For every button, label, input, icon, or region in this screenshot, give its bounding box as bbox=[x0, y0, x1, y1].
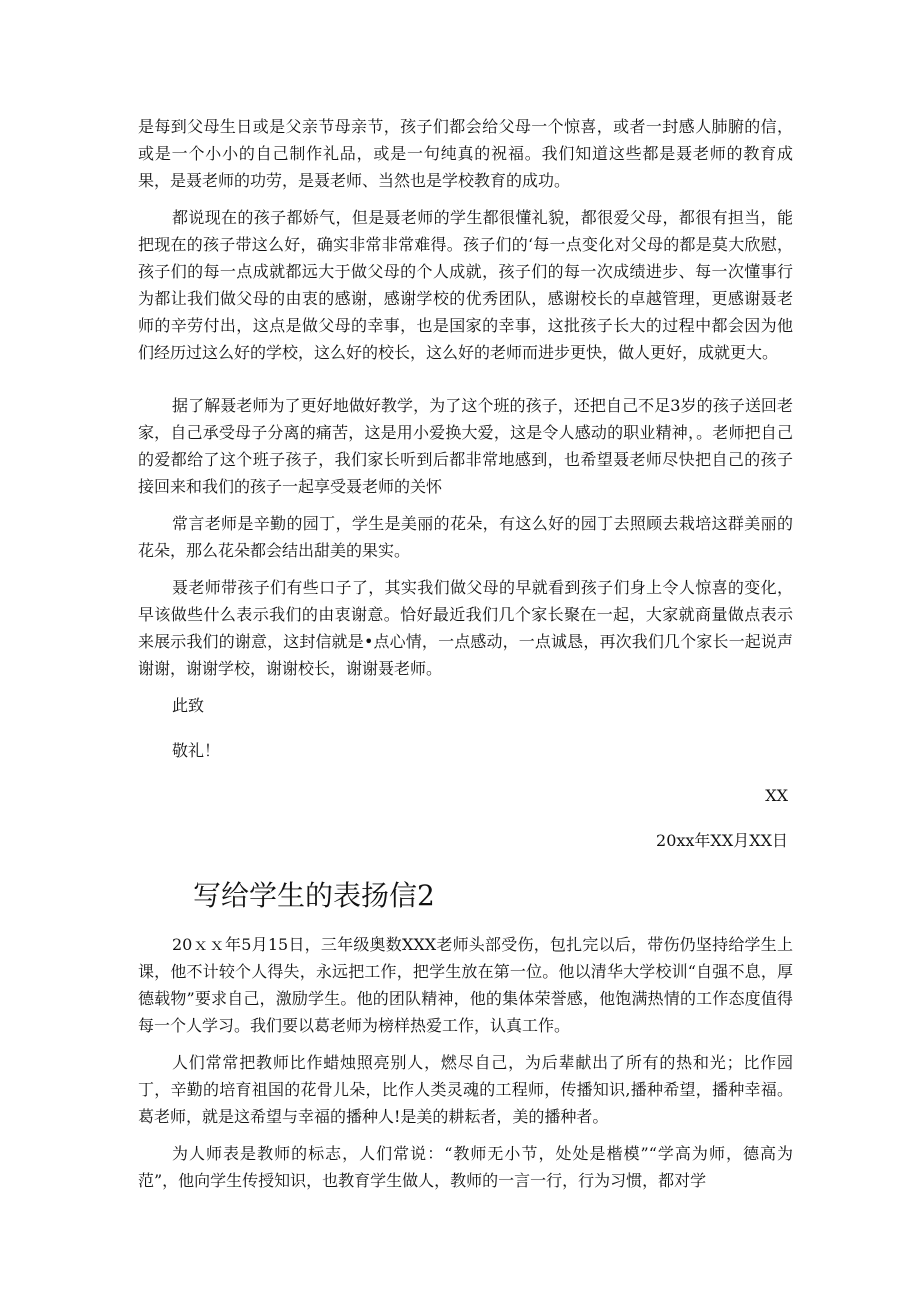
letter1-paragraph-2: 据了解聂老师为了更好地做好教学，为了这个班的孩子，还把自己不足3岁的孩子送回老家，自己承受母子分离的痛苦，这是用小爱换大爱，这是令人感动的职业精神，。老师把自己的爱都给了这个班子孩子，我们家长听到后都非常地感到，也希望聂老师尽快把自己的孩子接回来和我们的孩子一起享受聂老师的关怀 bbox=[138, 396, 793, 496]
closing-salutation: 此致 bbox=[172, 696, 205, 715]
signature: XX bbox=[765, 786, 788, 805]
letter2-paragraph-2: 为人师表是教师的标志，人们常说：“教师无小节，处处是楷模”“学高为师，德高为范”，他向学生传授知识，也教育学生做人，教师的一言一行，行为习惯，都对学 bbox=[138, 1144, 793, 1190]
letter1-paragraph-4: 聂老师带孩子们有些口子了，其实我们做父母的早就看到孩子们身上令人惊喜的变化，早该做些什么表示我们的由衷谢意。恰好最近我们几个家长聚在一起，大家就商量做点表示来展示我们的谢意，这封信就是•点心情，一点感动，一点诚恳，再次我们几个家长一起说声谢谢，谢谢学校，谢谢校长，谢谢聂老师。 bbox=[138, 578, 793, 678]
letter1-paragraph-1: 都说现在的孩子都娇气，但是聂老师的学生都很懂礼貌，都很爱父母，都很有担当，能把现在的孩子带这么好，确实非常非常难得。孩子们的‘每一点变化对父母的都是莫大欣慰，孩子们的每一点成就都远大于做父母的个人成就，孩子们的每一次成绩进步、每一次懂事行为都让我们做父母的由衷的感谢，感谢学校的优秀团队，感谢校长的卓越管理，更感谢聂老师的辛劳付出，这点是做父母的幸事，也是国家的幸事，这批孩子长大的过程中都会因为他们经历过这么好的学校，这么好的校长，这么好的老师而进步更快，做人更好，成就更大。 bbox=[138, 208, 793, 362]
letter1-paragraph-0: 是每到父母生日或是父亲节母亲节，孩子们都会给父母一个惊喜，或者一封感人肺腑的信，或是一个小小的自己制作礼品，或是一句纯真的祝福。我们知道这些都是聂老师的教育成果，是聂老师的功劳，是聂老师、当然也是学校教育的成功。 bbox=[138, 117, 793, 190]
letter2-paragraph-0: 20ｘｘ年5月15日，三年级奥数XXX老师头部受伤，包扎完以后，带伤仍坚持给学生上课，他不计较个人得失，永远把工作，把学生放在第一位。他以清华大学校训“自强不息，厚德载物”要求自己，激励学生。他的团队精神，他的集体荣誉感，他饱满热情的工作态度值得每一个人学习。我们要以葛老师为榜样热爱工作，认真工作。 bbox=[138, 935, 793, 1035]
section-heading: 写给学生的表扬信2 bbox=[193, 879, 435, 912]
letter2-paragraph-1: 人们常常把教师比作蜡烛照亮别人，燃尽自己，为后辈献出了所有的热和光；比作园丁，辛勤的培育祖国的花骨儿朵，比作人类灵魂的工程师，传播知识,播种希望，播种幸福。葛老师，就是这希望与幸福的播种人!是美的耕耘者，美的播种者。 bbox=[138, 1053, 793, 1126]
letter-date: 20xx年XX月XX日 bbox=[656, 831, 788, 850]
closing-regards: 敬礼！ bbox=[172, 741, 221, 760]
letter1-paragraph-3: 常言老师是辛勤的园丁，学生是美丽的花朵，有这么好的园丁去照顾去栽培这群美丽的花朵，那么花朵都会结出甜美的果实。 bbox=[138, 514, 793, 560]
